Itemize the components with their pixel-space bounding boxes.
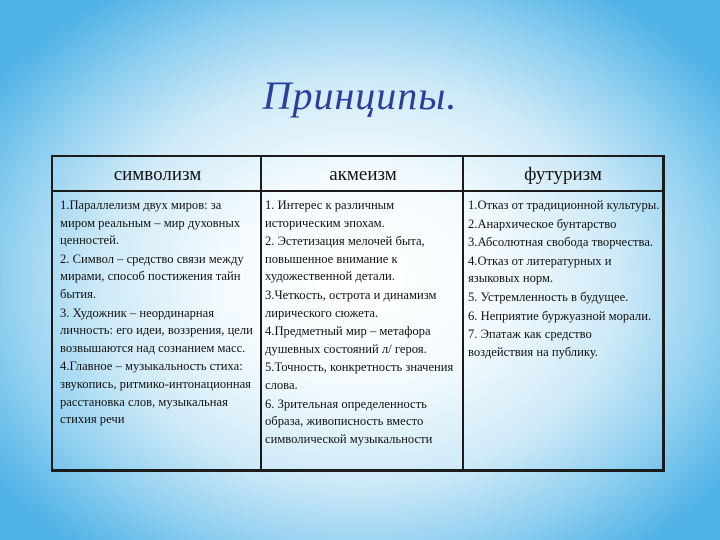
symbolism-principle: 1.Параллелизм двух миров: за миром реальным – мир духовных ценностей. <box>60 198 241 248</box>
principles-table <box>51 155 665 472</box>
acmeism-column <box>265 197 460 449</box>
futurism-principle: 3.Абсолютная свобода творчества. <box>468 235 654 250</box>
symbolism-principle: 4.Главное – музыкальность стиха: звукопись, ритмико-интонационная расстановка слов, музыкальная стихия речи <box>60 359 251 427</box>
column-divider <box>462 157 464 469</box>
futurism-principle: 4.Отказ от литературных и языковых норм. <box>468 253 612 286</box>
symbolism-principle: 3. Художник – неординарная личность: его идеи, воззрения, цели возвышаются над сознанием масс. <box>60 305 253 355</box>
futurism-principle: 6. Неприятие буржуазной морали. <box>468 308 652 323</box>
futurism-principle: 7. Эпатаж как средство воздействия на публику. <box>468 327 598 359</box>
column-divider <box>260 157 262 469</box>
acmeism-principle: 3.Четкость, острота и динамизм лирического сюжета. <box>265 287 437 320</box>
acmeism-principle: 2. Эстетизация мелочей быта, повышенное внимание к художественной детали. <box>265 234 425 284</box>
futurism-principle: 5. Устремленность в будущее. <box>468 289 629 304</box>
acmeism-principle: 1. Интерес к различным историческим эпохам. <box>265 198 395 230</box>
acmeism-principle: 5.Точность, конкретность значения слова. <box>265 360 454 392</box>
acmeism-principle: 4.Предметный мир – метафора душевных состояний л/ героя. <box>265 324 431 356</box>
futurism-principle: 1.Отказ от традиционной культуры. <box>468 198 660 212</box>
slide-title: Принципы. <box>262 73 458 118</box>
symbolism-column <box>60 197 258 430</box>
acmeism-principle: 6. Зрительная определенность образа, живописность вместо символической музыкальности <box>265 396 433 446</box>
symbolism-principle: 2. Символ – средство связи между мирами, способ постижения тайн бытия. <box>60 251 244 301</box>
table-header-row <box>53 157 662 192</box>
futurism-principle: 2.Анархическое бунтарство <box>468 216 617 231</box>
futurism-column <box>468 197 660 362</box>
header-futurism: футуризм <box>524 164 602 185</box>
header-symbolism: символизм <box>113 164 202 185</box>
header-acmeism: акмеизм <box>329 164 397 185</box>
